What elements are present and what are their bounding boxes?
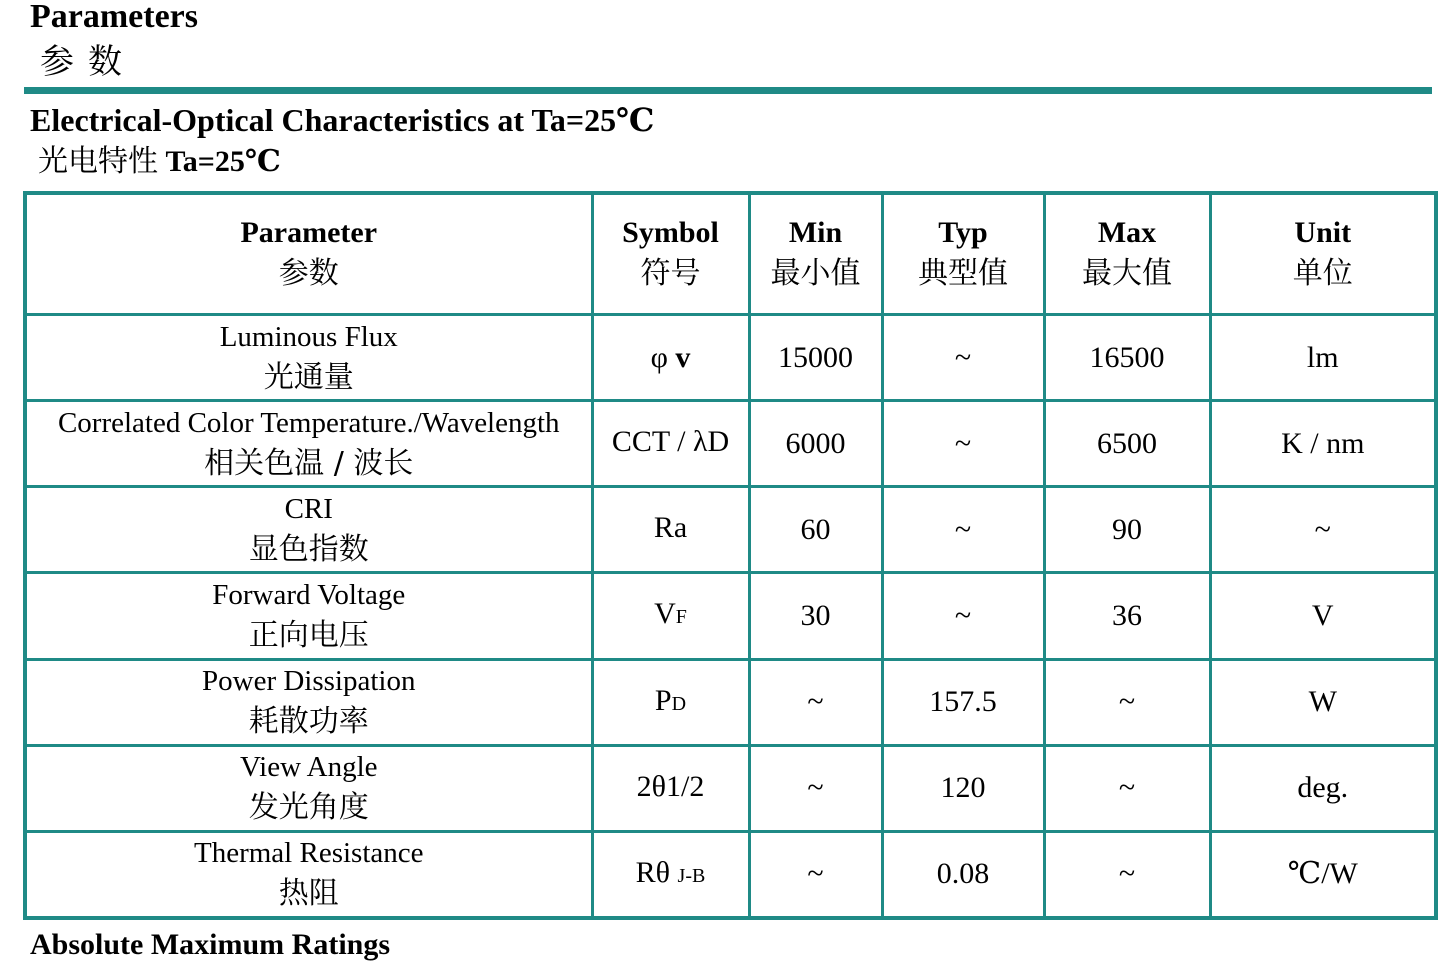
symbol-cell bbox=[592, 831, 749, 918]
min-cell: ~ bbox=[749, 831, 882, 918]
header-unit-en: Unit bbox=[1294, 216, 1352, 249]
header-min bbox=[749, 193, 882, 315]
unit-cell: ~ bbox=[1210, 487, 1436, 573]
parameter-cn: 正向电压 bbox=[248, 617, 369, 653]
section-title-chinese-condition: Ta=25℃ bbox=[165, 145, 281, 178]
section-title: Electrical-Optical Characteristics at Ta=25℃ bbox=[30, 102, 655, 138]
symbol-main: P bbox=[654, 683, 672, 717]
symbol-cell bbox=[592, 487, 749, 573]
symbol-cell bbox=[592, 745, 749, 831]
min-cell: 15000 bbox=[749, 315, 882, 401]
max-cell: ~ bbox=[1044, 745, 1210, 831]
header-max-cn: 最大值 bbox=[1082, 256, 1172, 291]
table-row bbox=[25, 487, 1436, 573]
max-cell: 16500 bbox=[1044, 315, 1210, 401]
header-typ-cn: 典型值 bbox=[918, 256, 1008, 291]
table-header-row bbox=[25, 193, 1436, 315]
header-max-en: Max bbox=[1097, 216, 1157, 249]
header-min-en: Min bbox=[788, 216, 843, 249]
symbol-main: CCT / λD bbox=[611, 425, 730, 459]
min-cell: 6000 bbox=[749, 401, 882, 487]
header-symbol-en: Symbol bbox=[622, 216, 719, 249]
symbol-main: 2θ1/2 bbox=[636, 769, 705, 803]
symbol-main: Ra bbox=[653, 511, 688, 545]
section-title-chinese-chars: 光电特性 bbox=[38, 144, 158, 179]
max-cell: ~ bbox=[1044, 831, 1210, 918]
symbol-cell bbox=[592, 401, 749, 487]
parameter-cell bbox=[25, 401, 592, 487]
header-typ-en: Typ bbox=[938, 216, 988, 249]
parameter-cell bbox=[25, 573, 592, 659]
header-symbol-cn: 符号 bbox=[640, 256, 701, 291]
symbol-main: V bbox=[654, 597, 676, 631]
table-row bbox=[25, 831, 1436, 918]
parameter-cn: 热阻 bbox=[278, 876, 339, 912]
unit-cell: V bbox=[1210, 573, 1436, 659]
header-unit-cn: 单位 bbox=[1292, 256, 1353, 291]
max-cell: ~ bbox=[1044, 659, 1210, 745]
symbol-cell bbox=[592, 659, 749, 745]
parameter-en: Thermal Resistance bbox=[194, 837, 424, 870]
header-parameter-cn: 参数 bbox=[278, 256, 339, 291]
table-row bbox=[25, 745, 1436, 831]
symbol-sub: J-B bbox=[677, 864, 706, 887]
header-unit bbox=[1210, 193, 1436, 315]
header-parameter-en: Parameter bbox=[240, 216, 378, 249]
parameter-cn: 光通量 bbox=[263, 359, 354, 395]
unit-cell: K / nm bbox=[1210, 401, 1436, 487]
header-parameter bbox=[25, 193, 592, 315]
parameter-en: View Angle bbox=[239, 751, 378, 784]
max-cell: 36 bbox=[1044, 573, 1210, 659]
symbol-cell bbox=[592, 573, 749, 659]
typ-cell: ~ bbox=[882, 401, 1044, 487]
parameter-en: CRI bbox=[284, 492, 333, 525]
header-max bbox=[1044, 193, 1210, 315]
parameter-cell bbox=[25, 315, 592, 401]
section-divider bbox=[24, 87, 1432, 94]
page-title: Parameters bbox=[30, 0, 199, 35]
parameter-cell bbox=[25, 487, 592, 573]
section-title-chinese bbox=[38, 142, 281, 182]
next-section-title: Absolute Maximum Ratings bbox=[30, 928, 391, 961]
header-typ bbox=[882, 193, 1044, 315]
unit-cell: W bbox=[1210, 659, 1436, 745]
symbol-sub: v bbox=[675, 340, 691, 374]
parameter-en: Power Dissipation bbox=[202, 665, 416, 698]
symbol-cell bbox=[592, 315, 749, 401]
typ-cell: 0.08 bbox=[882, 831, 1044, 918]
header-symbol bbox=[592, 193, 749, 315]
symbol-sub: F bbox=[675, 606, 687, 629]
parameter-cell bbox=[25, 659, 592, 745]
max-cell: 90 bbox=[1044, 487, 1210, 573]
symbol-main: φ bbox=[650, 340, 668, 374]
parameter-cell bbox=[25, 745, 592, 831]
characteristics-table bbox=[23, 191, 1438, 920]
min-cell: ~ bbox=[749, 659, 882, 745]
parameter-cn: 显色指数 bbox=[248, 531, 369, 567]
parameter-cn: 发光角度 bbox=[248, 790, 369, 826]
table-row bbox=[25, 315, 1436, 401]
typ-cell: 120 bbox=[882, 745, 1044, 831]
header-min-cn: 最小值 bbox=[770, 256, 861, 291]
table-row bbox=[25, 401, 1436, 487]
unit-cell: lm bbox=[1210, 315, 1436, 401]
parameter-cell bbox=[25, 831, 592, 918]
symbol-sub: D bbox=[671, 692, 687, 715]
page-title-chinese: 参数 bbox=[40, 42, 136, 82]
parameter-en: Luminous Flux bbox=[219, 320, 398, 353]
symbol-main: Rθ bbox=[635, 855, 678, 889]
typ-cell: ~ bbox=[882, 573, 1044, 659]
parameter-en: Correlated Color Temperature./Wavelength bbox=[57, 406, 560, 439]
unit-cell: ℃/W bbox=[1210, 831, 1436, 918]
max-cell: 6500 bbox=[1044, 401, 1210, 487]
typ-cell: ~ bbox=[882, 487, 1044, 573]
parameter-cn: 耗散功率 bbox=[248, 704, 369, 740]
typ-cell: 157.5 bbox=[882, 659, 1044, 745]
unit-cell: deg. bbox=[1210, 745, 1436, 831]
parameter-en: Forward Voltage bbox=[212, 578, 406, 611]
min-cell: 60 bbox=[749, 487, 882, 573]
table-row bbox=[25, 573, 1436, 659]
typ-cell: ~ bbox=[882, 315, 1044, 401]
min-cell: 30 bbox=[749, 573, 882, 659]
min-cell: ~ bbox=[749, 745, 882, 831]
table-row bbox=[25, 659, 1436, 745]
parameter-cn: 相关色温 / 波长 bbox=[204, 445, 414, 481]
